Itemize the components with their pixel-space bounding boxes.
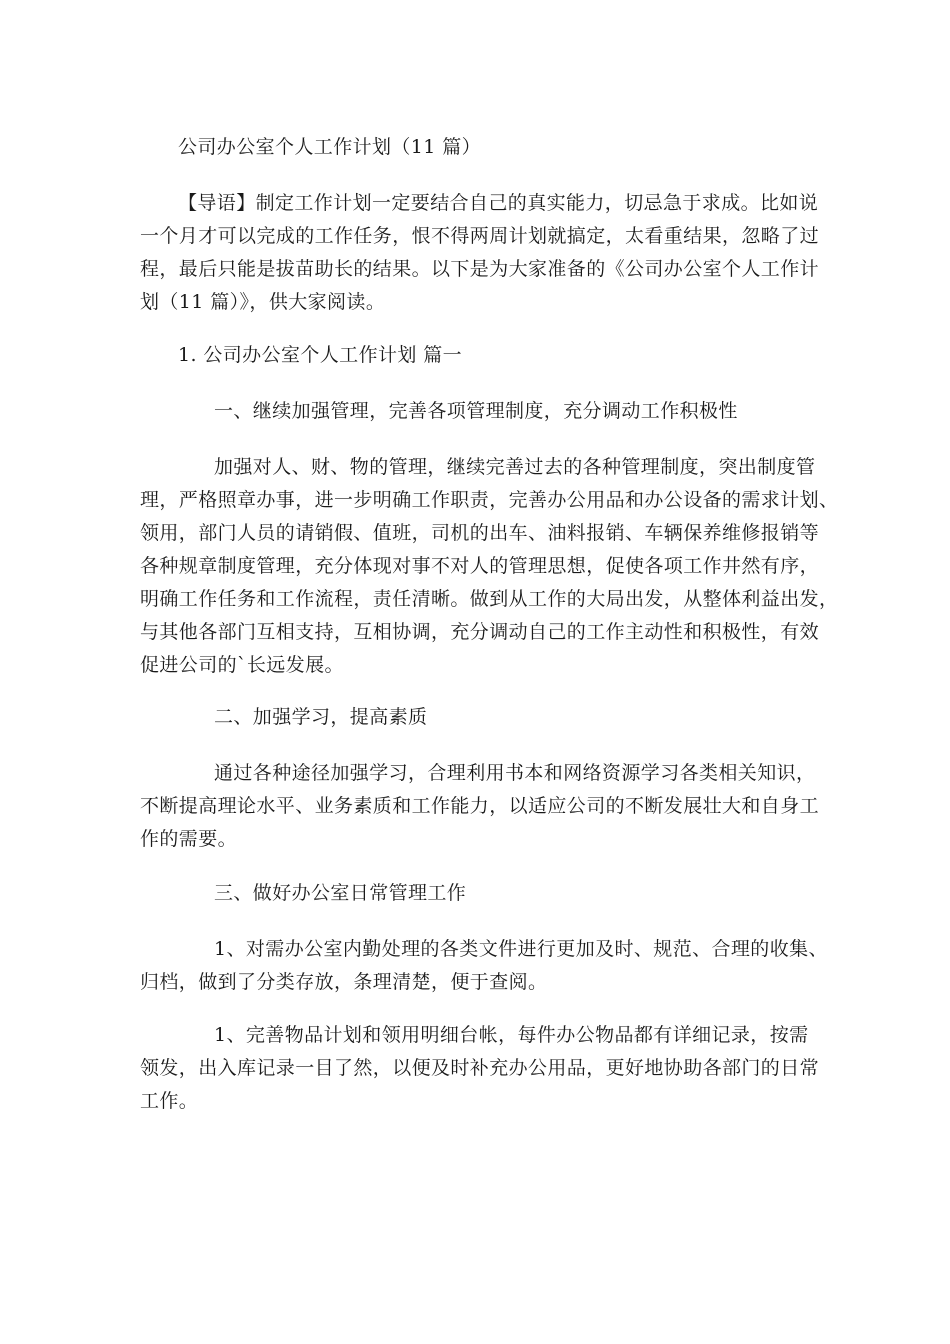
text-line: 【导语】制定工作计划一定要结合自己的真实能力，切忌急于求成。比如说 (178, 192, 819, 214)
text-line: 加强对人、财、物的管理，继续完善过去的各种管理制度，突出制度管 (214, 456, 816, 478)
text-line: 各种规章制度管理，充分体现对事不对人的管理思想，促使各项工作井然有序， (140, 555, 820, 577)
document-title: 公司办公室个人工作计划（11 篇） (178, 136, 482, 158)
subheading-1: 一、继续加强管理，完善各项管理制度，充分调动工作积极性 (214, 400, 738, 422)
paragraph-4 (140, 1019, 820, 1118)
subheading-2: 二、加强学习，提高素质 (214, 706, 428, 728)
section-heading: 1. 公司办公室个人工作计划 篇一 (178, 344, 463, 366)
subheading-3: 三、做好办公室日常管理工作 (214, 882, 467, 904)
text-line: 一个月才可以完成的工作任务，恨不得两周计划就搞定，太看重结果，忽略了过 (140, 225, 820, 247)
paragraph-2 (140, 757, 820, 856)
text-line: 作的需要。 (140, 828, 238, 850)
text-line: 归档，做到了分类存放，条理清楚，便于查阅。 (140, 971, 548, 993)
text-line: 1、完善物品计划和领用明细台帐，每件办公物品都有详细记录，按需 (214, 1024, 809, 1046)
text-line: 领发，出入库记录一目了然，以便及时补充办公用品，更好地协助各部门的日常 (140, 1057, 820, 1079)
text-line: 通过各种途径加强学习，合理利用书本和网络资源学习各类相关知识， (214, 762, 816, 784)
text-line: 理，严格照章办事，进一步明确工作职责，完善办公用品和办公设备的需求计划、 (140, 489, 839, 511)
text-line: 领用，部门人员的请销假、值班，司机的出车、油料报销、车辆保养维修报销等 (140, 522, 820, 544)
text-line: 1、对需办公室内勤处理的各类文件进行更加及时、规范、合理的收集、 (214, 938, 828, 960)
text-line: 不断提高理论水平、业务素质和工作能力，以适应公司的不断发展壮大和自身工 (140, 795, 820, 817)
paragraph-1 (140, 451, 839, 682)
text-line: 工作。 (140, 1090, 199, 1112)
text-line: 划（11 篇）》，供大家阅读。 (140, 291, 386, 313)
text-line: 程，最后只能是拔苗助长的结果。以下是为大家准备的《公司办公室个人工作计 (140, 258, 820, 280)
intro-paragraph (140, 187, 820, 319)
text-line: 促进公司的`长远发展。 (140, 654, 344, 676)
text-line: 明确工作任务和工作流程，责任清晰。做到从工作的大局出发，从整体利益出发， (140, 588, 839, 610)
text-line: 与其他各部门互相支持，互相协调，充分调动自己的工作主动性和积极性，有效 (140, 621, 820, 643)
paragraph-3 (140, 933, 828, 999)
